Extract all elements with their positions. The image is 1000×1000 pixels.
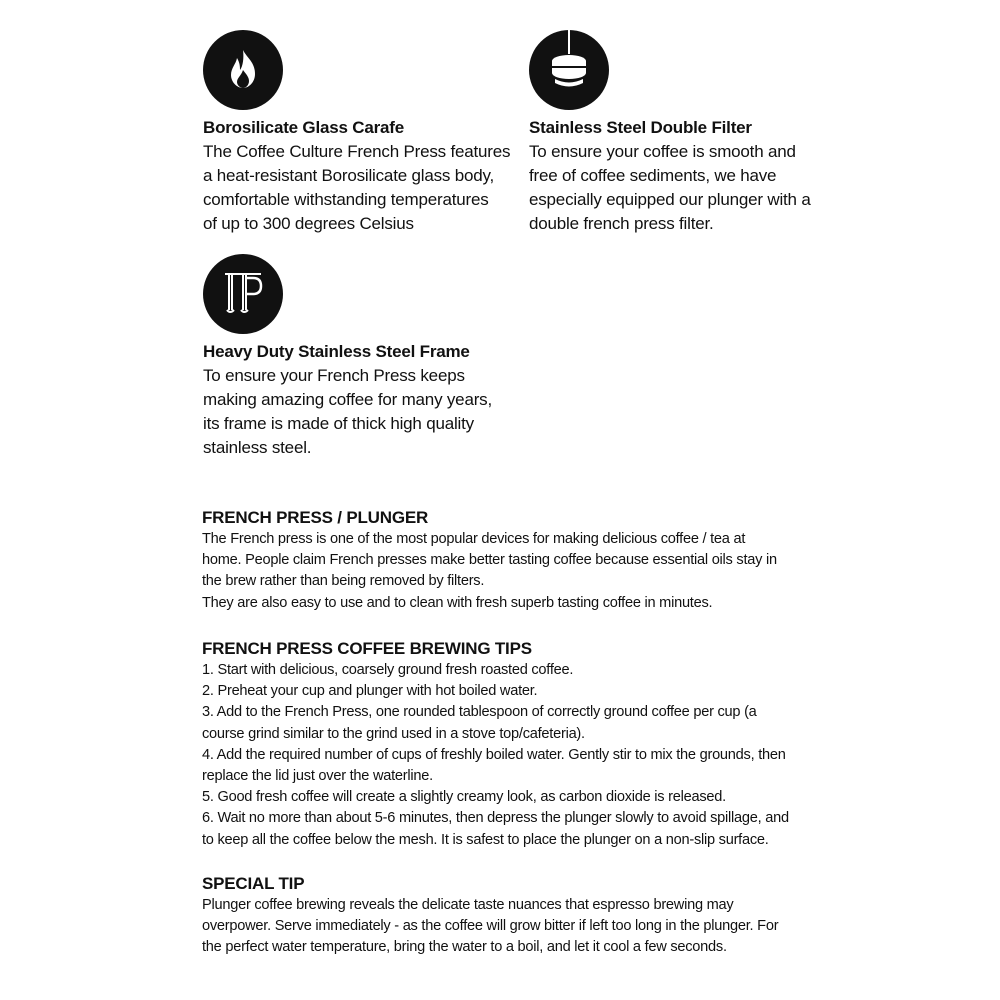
tip-line: 2. Preheat your cup and plunger with hot boiled water. [202,683,538,700]
flame-icon [203,30,283,110]
tip-line: to keep all the coffee below the mesh. It is safest to place the plunger on a non-slip surface. [202,831,769,848]
tip-line: 5. Good fresh coffee will create a slightly creamy look, as carbon dioxide is released. [202,789,726,806]
feature-title: Heavy Duty Stainless Steel Frame [203,342,470,361]
section-body: Plunger coffee brewing reveals the delicate taste nuances that espresso brewing may overpower. Serve immediately - as the coffee will grow bitter if left too long in the plunger. For the perfect water temperature, bring the water to a boil, and let it cool a few seconds. [202,897,779,956]
tip-line: 1. Start with delicious, coarsely ground fresh roasted coffee. [202,662,574,678]
feature-steel-frame [203,254,523,460]
feature-borosilicate-glass [203,30,523,236]
brewing-tips-section [202,638,812,851]
tip-line: 3. Add to the French Press, one rounded tablespoon of correctly ground coffee per cup (a [202,704,757,721]
frame-icon [203,254,283,334]
feature-double-filter [529,30,849,236]
feature-title: Stainless Steel Double Filter [529,118,752,137]
french-press-section [202,507,812,614]
feature-description: To ensure your French Press keeps making amazing coffee for many years, its frame is made of thick high quality stainless steel. [203,366,492,457]
tip-line: course grind similar to the grind used in a stove top/cafeteria). [202,725,585,742]
section-heading: FRENCH PRESS / PLUNGER [202,508,429,527]
tip-line: 6. Wait no more than about 5-6 minutes, then depress the plunger slowly to avoid spillage, and [202,810,789,827]
plunger-filter-icon [529,30,609,110]
section-heading: SPECIAL TIP [202,874,305,893]
brewing-tips-list [202,660,812,851]
feature-description: To ensure your coffee is smooth and free of coffee sediments, we have especially equipped our plunger with a double french press filter. [529,142,811,233]
tip-line: 4. Add the required number of cups of freshly boiled water. Gently stir to mix the grounds, then [202,746,786,763]
section-heading: FRENCH PRESS COFFEE BREWING TIPS [202,639,532,658]
feature-title: Borosilicate Glass Carafe [203,118,404,137]
tip-line: replace the lid just over the waterline. [202,768,433,785]
feature-description: The Coffee Culture French Press features a heat-resistant Borosilicate glass body, comfortable withstanding temperatures of up to 300 degrees Celsius [203,142,511,233]
section-body: The French press is one of the most popular devices for making delicious coffee / tea at home. People claim French presses make better tasting coffee because essential oils stay in the brew rather than being removed by filters. They are also easy to use and to clean with fresh superb tasting coffee in minutes. [202,531,777,611]
special-tip-section [202,873,812,959]
